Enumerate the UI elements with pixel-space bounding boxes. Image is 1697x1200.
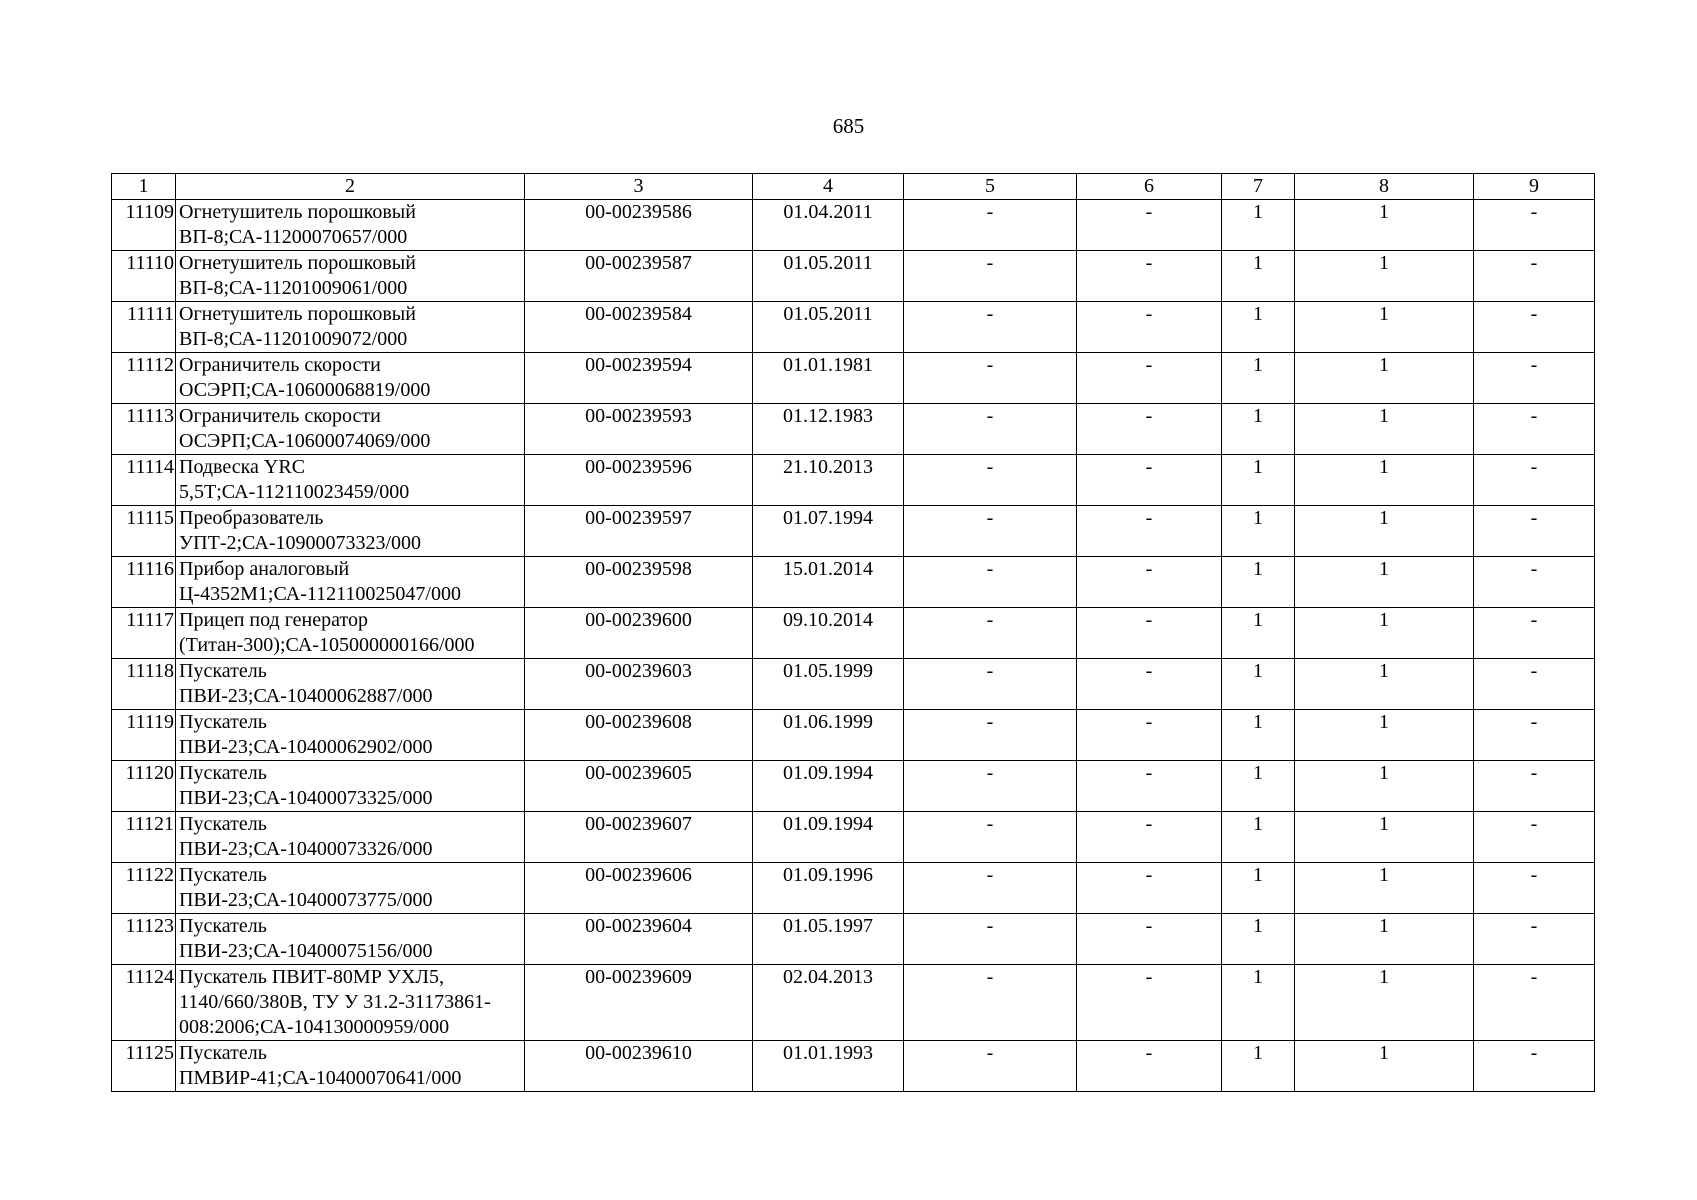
date: 01.05.1999: [753, 659, 904, 710]
column-5-value: -: [904, 302, 1077, 353]
column-8-value: 1: [1295, 251, 1474, 302]
column-9-value: -: [1474, 200, 1595, 251]
inventory-code: 00-00239603: [525, 659, 753, 710]
column-6-value: -: [1077, 1041, 1222, 1092]
date: 01.01.1993: [753, 1041, 904, 1092]
column-5-value: -: [904, 1041, 1077, 1092]
column-8-value: 1: [1295, 914, 1474, 965]
column-8-value: 1: [1295, 353, 1474, 404]
table-row: [112, 710, 1595, 761]
table-body: [112, 200, 1595, 1092]
row-number: 11121: [112, 812, 176, 863]
column-9-value: -: [1474, 506, 1595, 557]
column-6-value: -: [1077, 353, 1222, 404]
row-number: 11115: [112, 506, 176, 557]
inventory-code: 00-00239605: [525, 761, 753, 812]
column-7-value: 1: [1222, 302, 1295, 353]
column-5-value: -: [904, 506, 1077, 557]
date: 01.01.1981: [753, 353, 904, 404]
inventory-code: 00-00239597: [525, 506, 753, 557]
item-name: Прибор аналоговый Ц-4352М1;СА-112110025047/000: [176, 557, 525, 608]
inventory-code: 00-00239610: [525, 1041, 753, 1092]
column-8-value: 1: [1295, 1041, 1474, 1092]
row-number: 11124: [112, 965, 176, 1041]
column-7-value: 1: [1222, 659, 1295, 710]
inventory-code: 00-00239600: [525, 608, 753, 659]
page-number: 685: [832, 114, 865, 138]
item-name: Подвеска YRC 5,5Т;СА-112110023459/000: [176, 455, 525, 506]
item-name: Пускатель ПВИ-23;СА-10400062902/000: [176, 710, 525, 761]
inventory-code: 00-00239606: [525, 863, 753, 914]
column-5-value: -: [904, 200, 1077, 251]
inventory-code: 00-00239594: [525, 353, 753, 404]
date: 15.01.2014: [753, 557, 904, 608]
table-row: [112, 455, 1595, 506]
column-7-value: 1: [1222, 608, 1295, 659]
date: 21.10.2013: [753, 455, 904, 506]
column-6-value: -: [1077, 914, 1222, 965]
date: 01.12.1983: [753, 404, 904, 455]
column-8-value: 1: [1295, 659, 1474, 710]
column-6-value: -: [1077, 863, 1222, 914]
column-8-value: 1: [1295, 965, 1474, 1041]
table-row: [112, 200, 1595, 251]
column-5-value: -: [904, 608, 1077, 659]
table-row: [112, 914, 1595, 965]
column-6-value: -: [1077, 251, 1222, 302]
row-number: 11114: [112, 455, 176, 506]
column-9-value: -: [1474, 914, 1595, 965]
table-row: [112, 608, 1595, 659]
row-number: 11122: [112, 863, 176, 914]
item-name: Пускатель ПВИ-23;СА-10400073326/000: [176, 812, 525, 863]
row-number: 11109: [112, 200, 176, 251]
item-name: Пускатель ПВИ-23;СА-10400073775/000: [176, 863, 525, 914]
row-number: 11112: [112, 353, 176, 404]
column-9-value: -: [1474, 455, 1595, 506]
column-9-value: -: [1474, 761, 1595, 812]
table-row: [112, 251, 1595, 302]
column-7-value: 1: [1222, 404, 1295, 455]
table-row: [112, 404, 1595, 455]
inventory-code: 00-00239596: [525, 455, 753, 506]
column-8-value: 1: [1295, 302, 1474, 353]
column-8-value: 1: [1295, 506, 1474, 557]
column-header-1: 1: [112, 174, 176, 200]
column-6-value: -: [1077, 659, 1222, 710]
column-6-value: -: [1077, 761, 1222, 812]
row-number: 11116: [112, 557, 176, 608]
inventory-code: 00-00239586: [525, 200, 753, 251]
date: 02.04.2013: [753, 965, 904, 1041]
table-row: [112, 302, 1595, 353]
column-8-value: 1: [1295, 557, 1474, 608]
column-6-value: -: [1077, 200, 1222, 251]
date: 01.05.2011: [753, 251, 904, 302]
table-row: [112, 353, 1595, 404]
item-name: Ограничитель скорости ОСЭРП;СА-10600074069/000: [176, 404, 525, 455]
inventory-code: 00-00239593: [525, 404, 753, 455]
table-row: [112, 812, 1595, 863]
column-7-value: 1: [1222, 761, 1295, 812]
column-7-value: 1: [1222, 455, 1295, 506]
column-7-value: 1: [1222, 965, 1295, 1041]
table-row: [112, 965, 1595, 1041]
table-row: [112, 761, 1595, 812]
row-number: 11125: [112, 1041, 176, 1092]
inventory-code: 00-00239584: [525, 302, 753, 353]
column-9-value: -: [1474, 251, 1595, 302]
column-9-value: -: [1474, 302, 1595, 353]
row-number: 11123: [112, 914, 176, 965]
inventory-code: 00-00239598: [525, 557, 753, 608]
column-6-value: -: [1077, 455, 1222, 506]
column-9-value: -: [1474, 812, 1595, 863]
column-5-value: -: [904, 710, 1077, 761]
date: 01.07.1994: [753, 506, 904, 557]
column-5-value: -: [904, 812, 1077, 863]
column-8-value: 1: [1295, 608, 1474, 659]
column-7-value: 1: [1222, 710, 1295, 761]
column-5-value: -: [904, 863, 1077, 914]
table-row: [112, 557, 1595, 608]
column-7-value: 1: [1222, 353, 1295, 404]
column-5-value: -: [904, 761, 1077, 812]
date: 01.04.2011: [753, 200, 904, 251]
inventory-code: 00-00239607: [525, 812, 753, 863]
item-name: Огнетушитель порошковый ВП-8;СА-11201009072/000: [176, 302, 525, 353]
item-name: Пускатель ПВИ-23;СА-10400062887/000: [176, 659, 525, 710]
table-row: [112, 863, 1595, 914]
column-8-value: 1: [1295, 761, 1474, 812]
row-number: 11113: [112, 404, 176, 455]
column-9-value: -: [1474, 659, 1595, 710]
date: 01.09.1994: [753, 761, 904, 812]
item-name: Преобразователь УПТ-2;СА-10900073323/000: [176, 506, 525, 557]
item-name: Ограничитель скорости ОСЭРП;СА-10600068819/000: [176, 353, 525, 404]
inventory-code: 00-00239604: [525, 914, 753, 965]
date: 01.09.1994: [753, 812, 904, 863]
row-number: 11110: [112, 251, 176, 302]
column-7-value: 1: [1222, 251, 1295, 302]
item-name: Пускатель ПВИТ-80МР УХЛ5, 1140/660/380В, ТУ У 31.2-31173861-008:2006;СА-104130000959/000: [176, 965, 525, 1041]
column-6-value: -: [1077, 506, 1222, 557]
column-7-value: 1: [1222, 557, 1295, 608]
column-6-value: -: [1077, 812, 1222, 863]
inventory-code: 00-00239587: [525, 251, 753, 302]
column-5-value: -: [904, 965, 1077, 1041]
column-8-value: 1: [1295, 710, 1474, 761]
item-name: Пускатель ПВИ-23;СА-10400075156/000: [176, 914, 525, 965]
column-5-value: -: [904, 557, 1077, 608]
column-7-value: 1: [1222, 506, 1295, 557]
column-7-value: 1: [1222, 812, 1295, 863]
column-5-value: -: [904, 914, 1077, 965]
column-5-value: -: [904, 455, 1077, 506]
column-7-value: 1: [1222, 1041, 1295, 1092]
column-7-value: 1: [1222, 914, 1295, 965]
column-8-value: 1: [1295, 863, 1474, 914]
column-header-4: 4: [753, 174, 904, 200]
column-7-value: 1: [1222, 200, 1295, 251]
row-number: 11117: [112, 608, 176, 659]
column-8-value: 1: [1295, 200, 1474, 251]
item-name: Прицеп под генератор (Титан-300);СА-105000000166/000: [176, 608, 525, 659]
column-9-value: -: [1474, 404, 1595, 455]
column-header-8: 8: [1295, 174, 1474, 200]
column-9-value: -: [1474, 353, 1595, 404]
item-name: Огнетушитель порошковый ВП-8;СА-11200070657/000: [176, 200, 525, 251]
column-6-value: -: [1077, 404, 1222, 455]
header-row: [112, 174, 1595, 200]
column-header-7: 7: [1222, 174, 1295, 200]
column-7-value: 1: [1222, 863, 1295, 914]
date: 09.10.2014: [753, 608, 904, 659]
column-5-value: -: [904, 404, 1077, 455]
column-6-value: -: [1077, 557, 1222, 608]
item-name: Пускатель ПВИ-23;СА-10400073325/000: [176, 761, 525, 812]
date: 01.09.1996: [753, 863, 904, 914]
row-number: 11119: [112, 710, 176, 761]
table-header: [112, 174, 1595, 200]
date: 01.05.1997: [753, 914, 904, 965]
inventory-code: 00-00239608: [525, 710, 753, 761]
column-8-value: 1: [1295, 404, 1474, 455]
column-6-value: -: [1077, 608, 1222, 659]
row-number: 11118: [112, 659, 176, 710]
column-9-value: -: [1474, 710, 1595, 761]
inventory-code: 00-00239609: [525, 965, 753, 1041]
column-9-value: -: [1474, 863, 1595, 914]
column-header-5: 5: [904, 174, 1077, 200]
column-header-3: 3: [525, 174, 753, 200]
date: 01.05.2011: [753, 302, 904, 353]
table-row: [112, 506, 1595, 557]
column-6-value: -: [1077, 710, 1222, 761]
column-5-value: -: [904, 251, 1077, 302]
column-9-value: -: [1474, 608, 1595, 659]
column-9-value: -: [1474, 557, 1595, 608]
date: 01.06.1999: [753, 710, 904, 761]
row-number: 11111: [112, 302, 176, 353]
column-6-value: -: [1077, 965, 1222, 1041]
column-header-6: 6: [1077, 174, 1222, 200]
table-row: [112, 659, 1595, 710]
column-5-value: -: [904, 659, 1077, 710]
column-9-value: -: [1474, 1041, 1595, 1092]
column-8-value: 1: [1295, 455, 1474, 506]
column-9-value: -: [1474, 965, 1595, 1041]
column-6-value: -: [1077, 302, 1222, 353]
column-5-value: -: [904, 353, 1077, 404]
inventory-table: [111, 173, 1595, 1092]
table-row: [112, 1041, 1595, 1092]
item-name: Огнетушитель порошковый ВП-8;СА-11201009061/000: [176, 251, 525, 302]
column-header-2: 2: [176, 174, 525, 200]
column-header-9: 9: [1474, 174, 1595, 200]
item-name: Пускатель ПМВИР-41;СА-10400070641/000: [176, 1041, 525, 1092]
row-number: 11120: [112, 761, 176, 812]
column-8-value: 1: [1295, 812, 1474, 863]
